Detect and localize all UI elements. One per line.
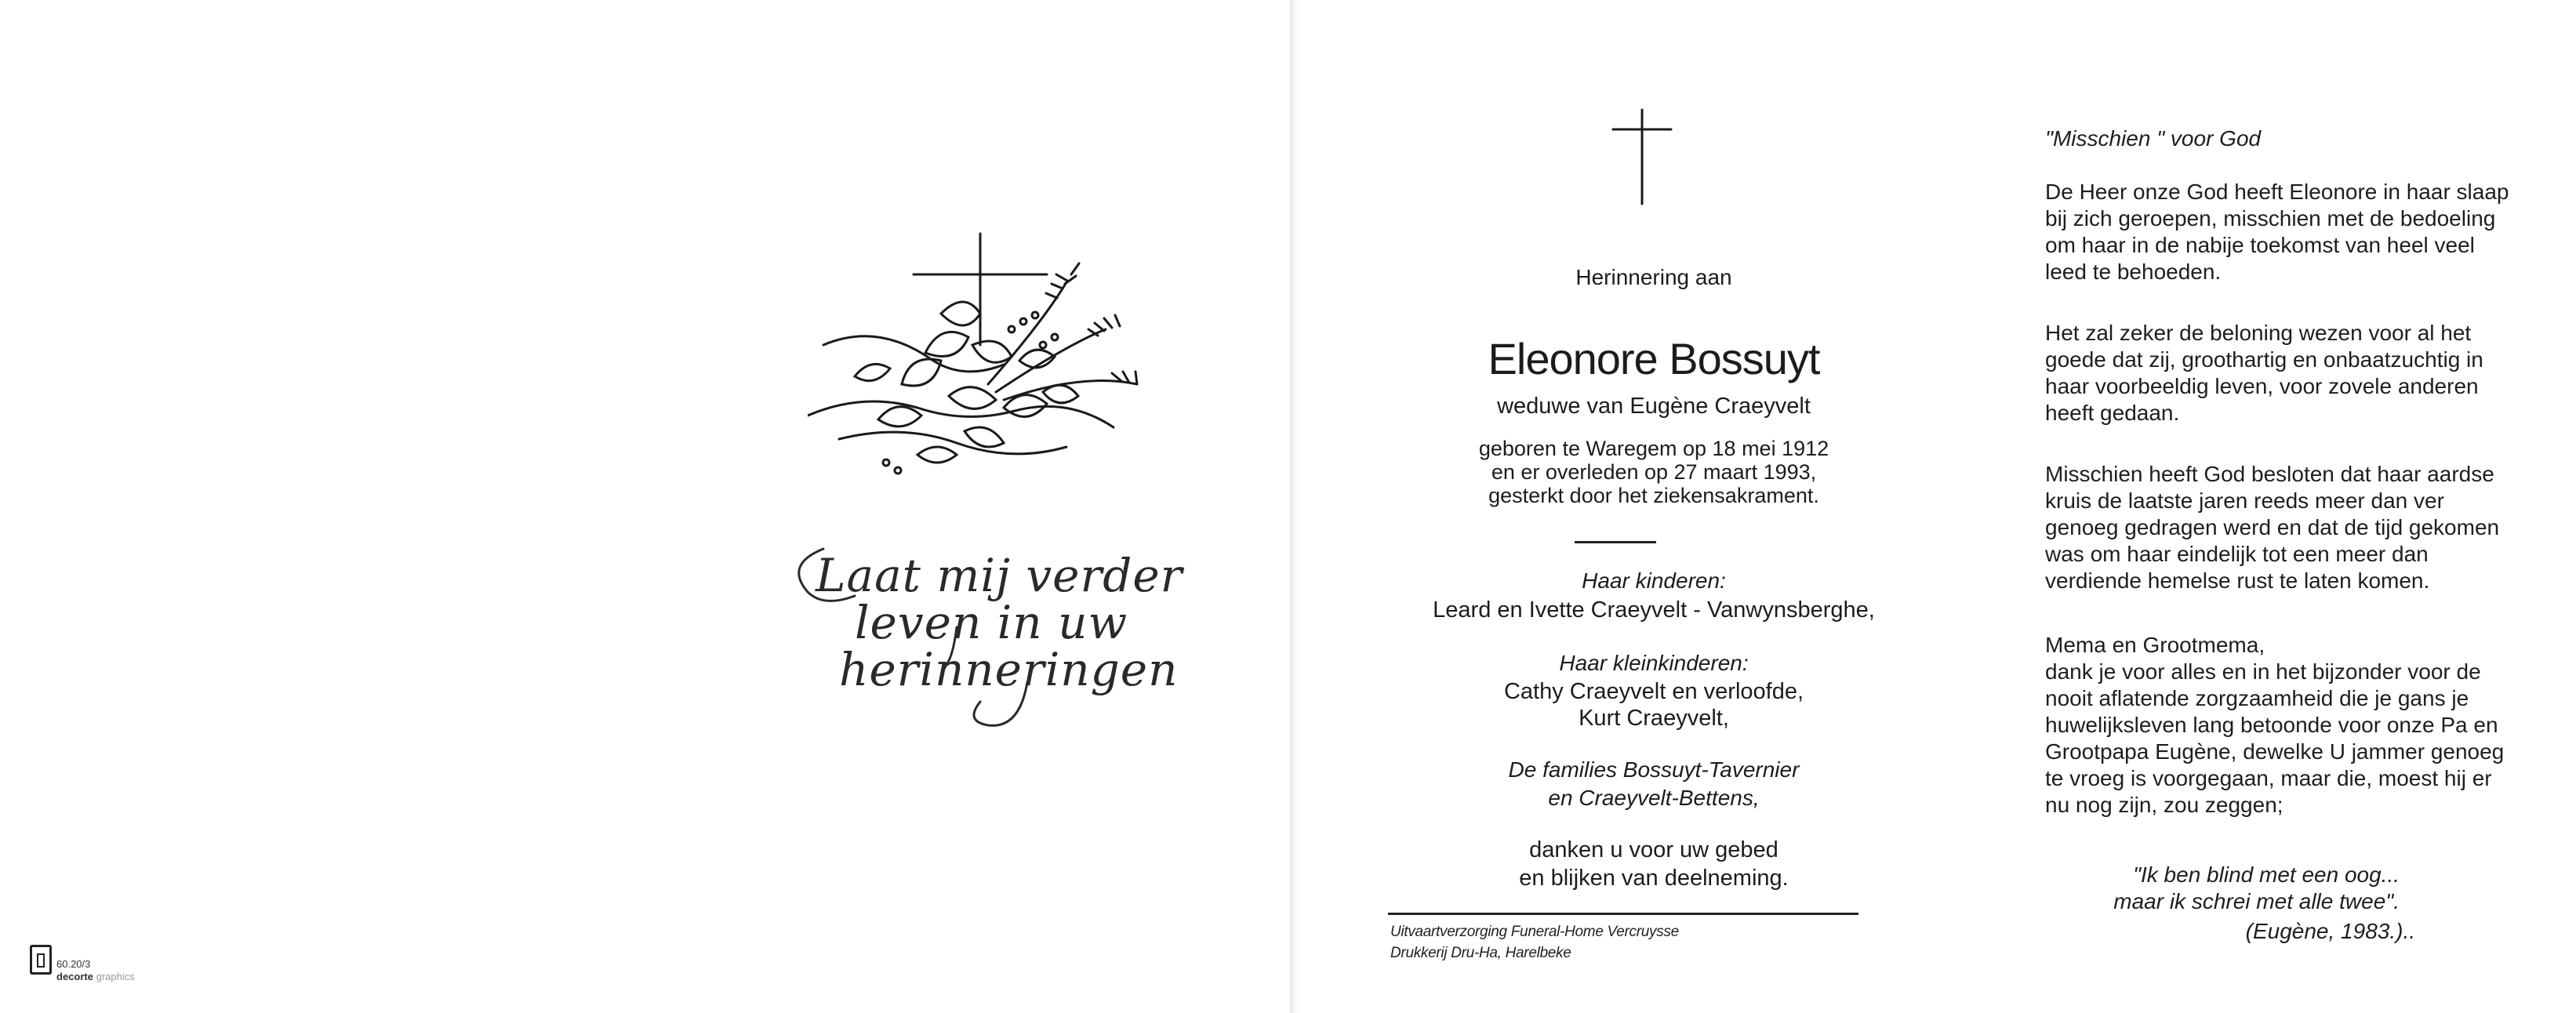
poem-line: Grootpapa Eugène, dewelke U jammer genoeg (2045, 739, 2505, 764)
families-line: en Craeyvelt-Bettens, (1548, 786, 1760, 810)
birth-death-details (1301, 437, 2007, 507)
publisher-brand-name: decorte (56, 971, 93, 982)
poem-line: kruis de laatste jaren reeds meer dan ver (2045, 488, 2444, 513)
poem-line: om haar in de nabije toekomst van heel veel (2045, 233, 2475, 257)
poem-line: Het zal zeker de beloning wezen voor al het (2045, 321, 2472, 345)
poem-line: leed te behoeden. (2045, 260, 2222, 284)
poem-line: genoeg gedragen werd en dat de tijd gekomen (2045, 515, 2500, 539)
funeral-home-credit: Uitvaartverzorging Funeral-Home Vercruysse (1390, 924, 1679, 940)
poem-paragraph-3 (2045, 461, 2531, 594)
poem-paragraph-1 (2045, 179, 2531, 285)
born-line: geboren te Waregem op 18 mei 1912 (1478, 437, 1829, 460)
poem-line: was om haar eindelijk tot een meer dan (2045, 542, 2429, 566)
publisher-brand-suffix: graphics (96, 971, 135, 982)
sacrament-line: gesterkt door het ziekensakrament. (1488, 484, 1819, 507)
poem-line: heeft gedaan. (2045, 401, 2180, 425)
printer-credit: Drukkerij Dru-Ha, Harelbeke (1390, 945, 1571, 961)
thanks-line: danken u voor uw gebed (1529, 837, 1778, 862)
calligraphy-line-1: Laat mij verder (816, 549, 1183, 602)
cross-with-flowers-icon (808, 227, 1161, 494)
poem-line: huwelijksleven lang betoonde voor onze Pa en (2045, 713, 2498, 737)
publisher-code: 60.20/3 (56, 958, 91, 970)
quote-attribution: (Eugène, 1983.).. (2245, 919, 2415, 943)
poem-line: nooit aflatende zorgzaamheid die je gans je (2045, 686, 2469, 710)
children-names: Leard en Ivette Craeyvelt - Vanwynsberghe, (1433, 597, 1875, 623)
poem-line: goede dat zij, groothartig en onbaatzuchtig in (2045, 347, 2483, 372)
families-line: De families Bossuyt-Tavernier (1508, 757, 1800, 782)
poem-line: bij zich geroepen, misschien met de bedoeling (2045, 206, 2496, 231)
grandchildren-label: Haar kleinkinderen: (1559, 651, 1749, 675)
long-divider (1388, 913, 1858, 915)
calligraphy-line-3: herinneringen (839, 643, 1179, 696)
cross-icon (1607, 106, 1677, 208)
children-label: Haar kinderen: (1582, 568, 1726, 593)
poem-line: Misschien heeft God besloten dat haar aardse (2045, 462, 2494, 486)
poem-line: De Heer onze God heeft Eleonore in haar slaap (2045, 180, 2509, 204)
poem-line: verdiende hemelse rust te laten komen. (2045, 568, 2430, 593)
poem-line: te vroeg is voorgegaan, maar die, moest hij er (2045, 766, 2492, 790)
card-fold (1290, 0, 1301, 1013)
grandchild-line: Kurt Craeyvelt, (1579, 706, 1729, 731)
poem-paragraph-2 (2045, 320, 2531, 427)
grandchild-line: Cathy Craeyvelt en verloofde, (1503, 679, 1804, 704)
poem-paragraph-4 (2045, 632, 2531, 819)
poem-line: haar voorbeeldig leven, voor zovele anderen (2045, 374, 2479, 398)
died-line: en er overleden op 27 maart 1993, (1491, 460, 1817, 484)
quote-line: maar ik schrei met alle twee". (2113, 889, 2400, 913)
poem-line: Mema en Grootmema, (2045, 633, 2265, 657)
poem-title: "Misschien " voor God (2045, 126, 2262, 151)
intro-text: Herinnering aan (1575, 265, 1732, 289)
poem-line: dank je voor alles en in het bijzonder voor de (2045, 659, 2481, 684)
poem-line: nu nog zijn, zou zeggen; (2045, 793, 2284, 817)
short-divider (1575, 541, 1656, 543)
deceased-name: Eleonore Bossuyt (1488, 334, 1820, 383)
calligraphy-line-2: leven in uw (855, 596, 1128, 649)
thanks-line: en blijken van deelneming. (1519, 866, 1789, 891)
calligraphy-verse (792, 533, 1183, 737)
widow-of: weduwe van Eugène Craeyvelt (1497, 394, 1811, 419)
quote-line: "Ik ben blind met een oog... (2133, 862, 2400, 887)
publisher-logo-icon (30, 945, 52, 975)
publisher-brand (56, 971, 135, 982)
